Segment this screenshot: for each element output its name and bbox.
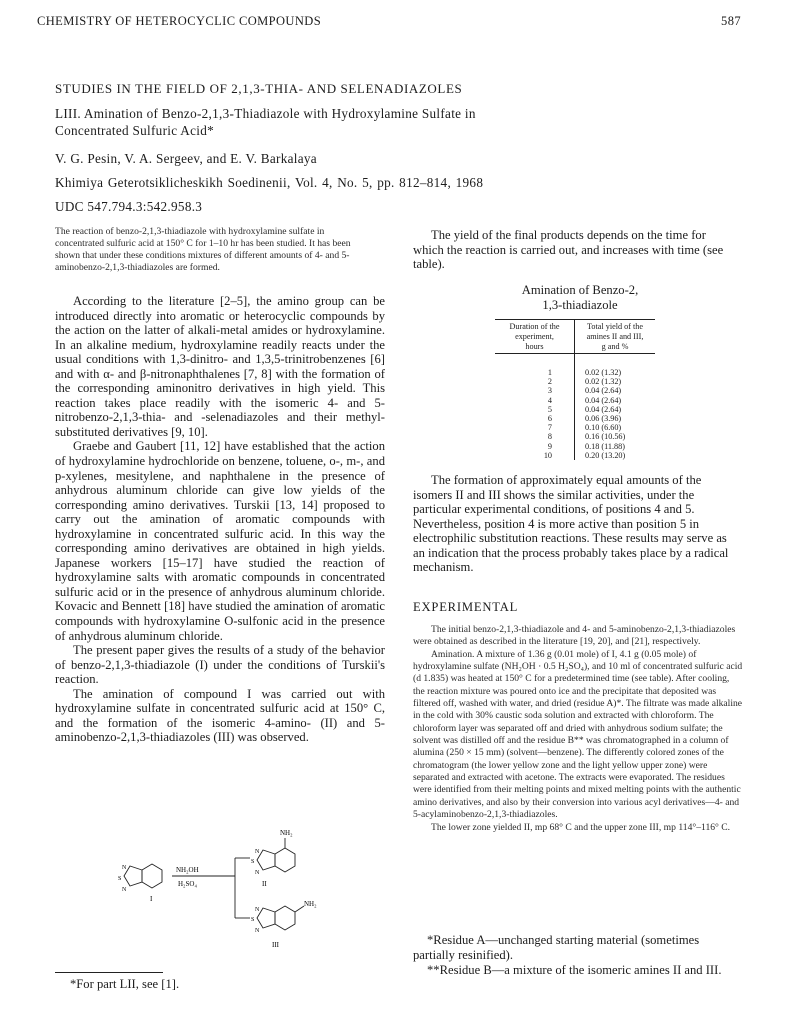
table-header-row <box>495 320 655 354</box>
right-column-intro <box>413 228 738 272</box>
footnote: **Residue B—a mixture of the isomeric amines II and III. <box>427 963 722 978</box>
header-line: amines II and III, <box>586 332 644 341</box>
footnote: *Residue A—unchanged starting material (sometimes partially resinified). <box>413 933 700 963</box>
series-title: STUDIES IN THE FIELD OF 2,1,3-THIA- AND SELENADIAZOLES <box>55 81 463 96</box>
table-body <box>495 354 655 460</box>
table-caption-line: Amination of Benzo-2, <box>521 283 639 297</box>
table-cell: 9 <box>547 441 552 451</box>
table-header-duration <box>495 320 575 353</box>
reaction-scheme-drawing <box>100 826 350 956</box>
atom-n-label: N <box>255 928 260 934</box>
paragraph: Graebe and Gaubert [11, 12] have established that the action of hydroxylamine hydrochloride on benzene, toluene, o-, m-, and p-xylenes, mesitylene, and naphthalene in the presence of anhydrous aluminum chloride can give low yields of the corresponding amino derivatives. Turskii [13, 14] proposed to carry out the amination of aromatic compounds with hydroxylamine in concentrated sulfuric acid. In this way the corresponding amino derivatives are obtained in high yields. Japanese workers [15–17] have studied the reaction of hydroxylamine salts with aromatic compounds in concentrated sulfuric acid or in the presence of anhydrous aluminum chloride. Kovacic and Bennett [18] have studied the amination of aromatic compounds with hydroxylamine O-sulfonic acid in the presence of anhydrous aluminum chloride. <box>55 439 385 643</box>
benzene-ring-I <box>142 864 162 888</box>
table-cell: 3 <box>547 386 552 396</box>
compound-label-III: III <box>272 941 279 949</box>
left-column <box>55 294 385 745</box>
atom-s-label: S <box>251 859 255 865</box>
footnote-divider <box>55 972 163 973</box>
table-column-hours <box>495 354 575 460</box>
atom-n-label: N <box>255 907 260 913</box>
compound-label-I: I <box>150 895 153 903</box>
header-line: g and % <box>601 342 629 351</box>
footnotes <box>413 933 743 979</box>
article-title <box>55 105 635 139</box>
header-line: hours <box>525 342 544 351</box>
table-cell: 0.02 (1.32) <box>585 368 622 377</box>
reaction-scheme <box>100 826 350 956</box>
table-cell: 0.04 (2.64) <box>585 395 622 405</box>
table-caption-line: 1,3-thiadiazole <box>542 298 618 312</box>
table-caption <box>480 283 680 313</box>
experimental-section <box>413 624 743 834</box>
table-cell: 0.06 (3.96) <box>585 413 622 423</box>
table-cell: 1 <box>547 368 552 377</box>
udc-code: UDC 547.794.3:542.958.3 <box>55 199 203 214</box>
paragraph: The present paper gives the results of a study of the behavior of benzo-2,1,3-thiadiazole (I) under the conditions of Turskii's reaction. <box>55 643 385 687</box>
table-cell: 7 <box>547 423 552 433</box>
table-cell: 2 <box>547 377 552 387</box>
nh2-label: NH₂ <box>304 900 317 908</box>
reagent-label: NH₂OH <box>176 866 199 874</box>
nh2-label: NH₂ <box>280 829 293 837</box>
thiadiazole-ring-I <box>124 866 142 886</box>
paragraph: The yield of the final products depends on the time for which the reaction is carried out, and increases with time (see table). <box>413 228 724 271</box>
atom-n-label: N <box>255 870 260 876</box>
table-cell: 5 <box>547 404 552 414</box>
thiadiazole-ring-II <box>257 850 275 870</box>
authors: V. G. Pesin, V. A. Sergeev, and E. V. Barkalaya <box>55 151 317 166</box>
paragraph: The amination of compound I was carried out with hydroxylamine sulfate in concentrated sulfuric acid at 150° C, and the formation of the isomeric 4-amino- (II) and 5-aminobenzo-2,1,3-thiadiazoles (III) was observed. <box>55 686 385 745</box>
table-cell: 8 <box>547 432 552 442</box>
table-header-yield <box>575 320 655 353</box>
atom-n-label: N <box>255 849 260 855</box>
table-cell: 0.04 (2.64) <box>585 386 622 396</box>
benzene-ring-III <box>275 906 295 930</box>
table-cell: 0.16 (10.56) <box>585 432 626 442</box>
table-column-yield <box>575 354 655 460</box>
table-cell: 0.04 (2.64) <box>585 404 622 414</box>
table-cell: 10 <box>543 450 552 460</box>
atom-s-label: S <box>118 876 122 882</box>
header-line: Duration of the <box>509 322 560 331</box>
compound-label-II: II <box>262 880 267 888</box>
footnote-part: *For part LII, see [1]. <box>70 977 180 991</box>
table-cell: 4 <box>547 395 552 405</box>
journal-title: CHEMISTRY OF HETEROCYCLIC COMPOUNDS <box>37 14 322 28</box>
article-title-line: LIII. Amination of Benzo-2,1,3-Thiadiazole with Hydroxylamine Sulfate in <box>55 106 476 121</box>
atom-n-label: N <box>122 887 127 893</box>
thiadiazole-ring-III <box>257 908 275 928</box>
source-citation: Khimiya Geterotsiklicheskikh Soedinenii, Vol. 4, No. 5, pp. 812–814, 1968 <box>55 175 484 190</box>
experimental-heading: EXPERIMENTAL <box>413 600 519 614</box>
table-cell: 0.20 (13.20) <box>585 450 626 460</box>
table-cell: 6 <box>547 413 552 423</box>
paragraph: The initial benzo-2,1,3-thiadiazole and 4- and 5-aminobenzo-2,1,3-thiadiazoles were obtained as described in the literature [19, 20], and [21], respectively. <box>413 624 736 648</box>
paragraph: According to the literature [2–5], the amino group can be introduced directly into aromatic or heterocyclic compounds by the action on the latter of alkali-metal amides or hydroxylamine. In an alkaline medium, hydroxylamine readily reacts under the usual conditions with 1,3-dinitro- and 1,3,5-trinitrobenzenes [6] and with α- and β-nitronaphthalenes [7, 8] with the formation of the corresponding aminonitro derivatives in high yield. This reaction takes place readily with the isomeric 4- and 5-nitrobenzo-2,1,3-thia- and -selenadiazoles and their methyl-substituted derivatives [9, 10]. <box>55 294 385 439</box>
yield-table <box>495 319 655 460</box>
atom-n-label: N <box>122 865 127 871</box>
benzene-ring-II <box>275 848 295 872</box>
header-line: experiment, <box>515 332 554 341</box>
abstract: The reaction of benzo-2,1,3-thiadiazole with hydroxylamine sulfate in concentrated sulfuric acid at 150° C for 1–10 hr has been studied. It has been shown that under these conditions mixtures of different amounts of 4- and 5-aminobenzo-2,1,3-thiadiazoles are formed. <box>55 226 351 273</box>
article-title-line: Concentrated Sulfuric Acid* <box>55 123 214 138</box>
paragraph: The lower zone yielded II, mp 68° C and the upper zone III, mp 114°–116° C. <box>431 821 731 833</box>
paragraph: The formation of approximately equal amounts of the isomers II and III shows the similar activities, under the particular experimental conditions, of positions 4 and 5. Nevertheless, position 4 is more active than position 5 in electrophilic substitution reactions. These results may serve as an indication that the process probably takes place by a radical mechanism. <box>413 473 729 575</box>
page-number: 587 <box>721 14 741 28</box>
right-column-discussion <box>413 473 738 575</box>
paragraph: Amination. A mixture of 1.36 g (0.01 mole) of I, 4.1 g (0.05 mole) of hydroxylamine sulfate (NH₂OH · 0.5 H₂SO₄), and 10 ml of concentrated sulfuric acid (d 1.835) was heated at 150° C for a predetermined time (see table). After cooling, the reaction mixture was poured onto ice and the precipitate that deposited was filtered off, washed with water, and dried (residue A)*. The filtrate was made alkaline in the cold with 30% caustic soda solution and extracted with chloroform. The chloroform layer was separated off and dried with anhydrous sodium sulfate; the solvent was distilled off and the residue B** was chromatographed in a column of alumina (250 × 15 mm) (solvent—benzene). The differently colored zones of the chromatogram (the lower yellow zone and the light yellow upper zone) were separated and extracted with acetone. The extracts were evaporated. The residues were identified from their melting points and mixed melting points with the authentic amino derivatives, and also by their conversion into various acyl derivatives—4- and 5-acylaminobenzo-2,1,3-thiadiazoles. <box>413 648 743 821</box>
table-cell: 0.02 (1.32) <box>585 377 622 387</box>
table-cell: 0.10 (6.60) <box>585 423 622 433</box>
reagent-label: H₂SO₄ <box>178 880 197 888</box>
table-cell: 0.18 (11.88) <box>585 441 625 451</box>
header-line: Total yield of the <box>586 322 644 331</box>
atom-s-label: S <box>251 917 255 923</box>
